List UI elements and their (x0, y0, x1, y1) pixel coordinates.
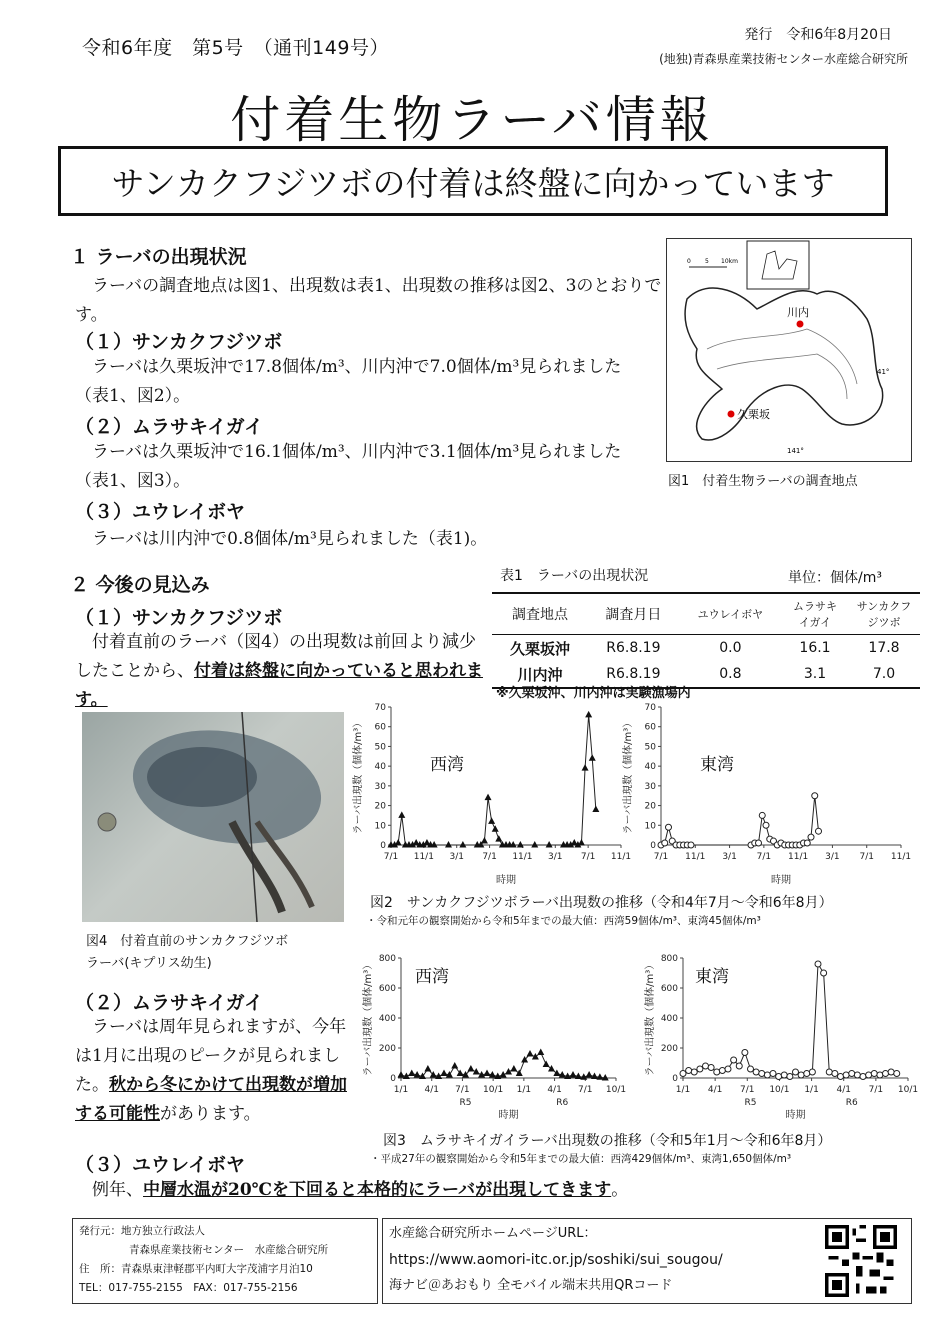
section2-sub3-text (92, 1176, 628, 1205)
section2-sub3-text-b: 中層水温が20℃を下回ると本格的にラーバが出現してきます (143, 1180, 612, 1200)
data-point (849, 1071, 855, 1077)
site-kuguriza-marker (728, 411, 735, 418)
section2-sub3-text-a: 例年、 (92, 1180, 143, 1200)
y-tick-label: 800 (660, 954, 678, 964)
data-point (742, 1050, 748, 1056)
data-point (719, 1068, 725, 1074)
footer-tel: TEL：017-755-2155 FAX：017-755-2156 (79, 1282, 298, 1294)
y-tick-label: 60 (374, 722, 386, 733)
data-point (731, 1057, 737, 1063)
data-point (871, 1071, 877, 1077)
panel-label: 西湾 (415, 967, 449, 987)
table1-cell: 3.1 (803, 666, 827, 682)
data-point (585, 711, 592, 718)
panel-label: 東湾 (695, 967, 729, 987)
data-point (546, 841, 553, 848)
data-point (793, 1069, 799, 1075)
fig3-chart-east (625, 950, 920, 1130)
headline-box (58, 146, 888, 216)
issue-number: 令和6年度 第5号 （通刊149号） (82, 37, 389, 59)
data-point (725, 1066, 731, 1072)
x-tick-label: 7/1 (756, 852, 772, 862)
fig3-chart-west (345, 950, 635, 1130)
table1-header: ユウレイボヤ (697, 608, 764, 621)
x-tick-label: 7/1 (580, 852, 596, 862)
section2-sub2-heading: （２）ムラサキイガイ (75, 992, 264, 1014)
data-point (481, 837, 488, 844)
map-scale-0: 0 (687, 258, 691, 265)
map-scale-10: 10km (721, 258, 738, 265)
data-point (759, 812, 765, 818)
data-point (495, 835, 502, 842)
data-point (395, 839, 402, 846)
data-point (764, 1072, 770, 1078)
table1-cell: 0.8 (719, 666, 742, 682)
x-tick-label: 7/1 (578, 1085, 593, 1095)
fig2-east-svg (615, 695, 915, 895)
fig3-west-svg (345, 950, 635, 1130)
table1-cell: 16.1 (799, 640, 831, 656)
table1-cell: R6.8.19 (606, 640, 661, 656)
x-tick-label: 3/1 (722, 852, 737, 862)
data-point (854, 1072, 860, 1078)
table1-cell: 7.0 (872, 666, 896, 682)
table1-title: 表1 ラーバの出現状況 (500, 568, 649, 584)
survey-map (666, 238, 912, 462)
y-tick-label: 0 (650, 841, 656, 851)
x-tick-label: 3/1 (548, 852, 563, 862)
fig2-caption: 図2 サンカクフジツボラーバ出現数の推移（令和4年7月～令和6年8月） (370, 895, 833, 911)
table1-cell: 久栗坂沖 (510, 639, 571, 658)
section1-sub1-heading: （１）サンカクフジツボ (75, 331, 283, 353)
data-point (688, 842, 694, 848)
table1-cell: 0.0 (719, 640, 742, 656)
x-tick-label: 7/1 (859, 852, 874, 862)
data-point (510, 1065, 517, 1072)
data-point (804, 1071, 810, 1077)
footer-url[interactable]: https://www.aomori-itc.or.jp/soshiki/sui_sougou/ (389, 1252, 723, 1268)
x-axis-label: 時期 (498, 1110, 519, 1121)
data-point (860, 1074, 866, 1080)
fig3-east-svg (625, 950, 920, 1130)
section2-sub2-text-a: ラーバは周年見られますが、今年は1月に出現のピークが見られました。 (75, 1017, 347, 1095)
data-point (441, 1070, 448, 1077)
x-tick-label: 7/1 (740, 1085, 755, 1095)
x-tick-label: 7/1 (383, 852, 399, 862)
table1-header: サンカクフジツボ (856, 600, 912, 629)
data-point (589, 754, 596, 761)
data-point (459, 841, 466, 848)
data-point (531, 841, 538, 848)
cypris-larva-photo (82, 712, 344, 922)
x-tick-label: 7/1 (482, 852, 497, 862)
y-tick-label: 10 (374, 821, 386, 832)
data-point (815, 961, 821, 967)
section2-sub1-text-a: 付着直前のラーバ（図4）の出現数は前回より減少したことから、 (75, 632, 476, 681)
x-tick-label: 4/1 (424, 1085, 439, 1095)
publish-date: 発行 令和6年8月20日 (744, 27, 892, 43)
y-tick-label: 200 (378, 1044, 396, 1054)
fig3-caption: 図3 ムラサキイガイラーバ出現数の推移（令和5年1月～令和6年8月） (383, 1133, 832, 1149)
data-point (492, 825, 499, 832)
y-tick-label: 0 (390, 1074, 396, 1084)
y-tick-label: 600 (378, 984, 396, 994)
qr-code[interactable] (825, 1225, 897, 1297)
data-point (808, 834, 814, 840)
series-line (391, 715, 596, 845)
data-point (485, 794, 492, 801)
x-tick-label: 7/1 (455, 1085, 470, 1095)
y-tick-label: 70 (374, 703, 386, 713)
data-point (691, 1069, 697, 1075)
year-label: R6 (845, 1098, 858, 1108)
x-tick-label: 1/1 (393, 1085, 409, 1095)
x-tick-label: 1/1 (516, 1085, 532, 1095)
series-line (661, 796, 819, 845)
data-point (582, 764, 589, 771)
x-tick-label: 4/1 (836, 1085, 851, 1095)
y-tick-label: 10 (644, 821, 656, 832)
fig2-west-svg (345, 695, 635, 895)
table1 (492, 592, 920, 689)
data-point (759, 1071, 765, 1077)
data-point (804, 840, 810, 846)
data-point (776, 1074, 782, 1080)
data-point (586, 1071, 593, 1078)
y-tick-label: 60 (644, 722, 656, 733)
data-point (398, 1071, 405, 1078)
panel-label: 東湾 (700, 755, 734, 775)
x-tick-label: 11/1 (610, 852, 632, 862)
data-point (877, 1072, 883, 1078)
table-row (492, 635, 920, 662)
x-tick-label: 11/1 (685, 852, 706, 862)
data-point (821, 970, 827, 976)
y-tick-label: 30 (644, 781, 656, 792)
data-point (826, 1069, 832, 1075)
y-axis-label: ラーバ出現数（個体/m³） (623, 717, 634, 835)
x-tick-label: 10/1 (769, 1085, 790, 1095)
data-point (816, 828, 822, 834)
bay-map-graphic (667, 239, 911, 461)
page-title: 付着生物ラーバ情報 (230, 91, 714, 149)
year-label: R5 (459, 1098, 472, 1108)
map-lat: 41° (877, 368, 890, 376)
y-tick-label: 70 (644, 703, 656, 713)
data-point (866, 1072, 872, 1078)
data-point (714, 1069, 720, 1075)
section2-sub2-text-c: があります。 (160, 1104, 261, 1124)
table1-header: ムラサキイガイ (793, 600, 837, 629)
x-tick-label: 10/1 (605, 1085, 627, 1095)
x-tick-label: 10/1 (897, 1085, 919, 1095)
data-point (578, 839, 585, 846)
data-point (398, 811, 405, 818)
data-point (781, 1072, 787, 1078)
data-point (753, 1069, 759, 1075)
data-point (748, 1066, 754, 1072)
x-tick-label: 7/1 (653, 852, 669, 862)
footer-url-label: 水産総合研究所ホームページURL： (389, 1226, 597, 1241)
x-tick-label: 11/1 (890, 852, 912, 862)
data-point (666, 824, 672, 830)
site-kawauchi-marker (797, 321, 804, 328)
y-tick-label: 40 (644, 762, 656, 773)
data-point (763, 822, 769, 828)
footer-issuer-name: 青森県産業技術センター 水産総合研究所 (129, 1244, 329, 1256)
y-tick-label: 800 (378, 954, 396, 964)
data-point (883, 1071, 889, 1077)
data-point (756, 840, 762, 846)
table1-note: ※久栗坂沖、川内沖は実験漁場内 (496, 686, 691, 701)
x-tick-label: 7/1 (868, 1085, 884, 1095)
fig2-note: ・令和元年の観察開始から令和5年までの最大値：西湾59個体/m³、東湾45個体/m³ (366, 915, 761, 927)
y-tick-label: 400 (660, 1014, 678, 1024)
section2-sub2-text (75, 1013, 357, 1129)
publisher: (地独)青森県産業技術センター水産総合研究所 (659, 52, 908, 66)
y-tick-label: 20 (644, 801, 656, 812)
table1-header: 調査月日 (605, 607, 662, 623)
section1-sub3-text: ラーバは川内沖で0.8個体/m³見られました（表1)。 (92, 529, 488, 549)
map-lon: 141° (787, 447, 804, 455)
section1-sub2-text: ラーバは久栗坂沖で16.1個体/m³、川内沖で3.1個体/m³見られました（表1、図3）。 (75, 442, 622, 491)
headline-text: サンカクフジツボの付着は終盤に向かっています (111, 163, 835, 203)
table1-cell: R6.8.19 (606, 666, 661, 682)
section2-sub1-heading: （１）サンカクフジツボ (75, 607, 283, 629)
x-tick-label: 3/1 (449, 852, 464, 862)
footer-address: 住 所：青森県東津軽郡平内町大字茂浦字月泊10 (79, 1263, 313, 1275)
data-point (488, 817, 495, 824)
section2-sub3-text-c: 。 (611, 1180, 629, 1200)
footer-issuer (72, 1218, 378, 1304)
table1-unit: 単位：個体/m³ (788, 570, 882, 586)
x-tick-label: 11/1 (512, 852, 533, 862)
data-point (527, 1050, 534, 1057)
table1-header-row (492, 594, 920, 635)
x-tick-label: 3/1 (825, 852, 840, 862)
fig3-note: ・平成27年の観察開始から令和5年までの最大値：西湾429個体/m³、東湾1,650個体/m³ (370, 1153, 792, 1165)
y-axis-label: ラーバ出現数（個体/m³） (363, 959, 374, 1077)
map-scale-5: 5 (705, 258, 709, 265)
y-tick-label: 0 (672, 1074, 678, 1084)
table1-header: 調査地点 (512, 607, 569, 623)
y-tick-label: 20 (374, 801, 386, 812)
fig2-chart-west (345, 695, 635, 895)
data-point (537, 1049, 544, 1056)
x-tick-label: 1/1 (804, 1085, 819, 1095)
data-point (592, 806, 599, 813)
section1-sub2-heading: （２）ムラサキイガイ (75, 416, 264, 438)
data-point (736, 1063, 742, 1069)
data-point (888, 1069, 894, 1075)
data-point (408, 1070, 415, 1077)
data-point (832, 1071, 838, 1077)
data-point (798, 1072, 804, 1078)
table1-cell: 川内沖 (517, 665, 563, 684)
x-tick-label: 4/1 (707, 1085, 723, 1095)
map-site1-label: 川内 (787, 306, 809, 319)
data-point (662, 840, 668, 846)
data-point (424, 1065, 431, 1072)
section1-intro: ラーバの調査地点は図1、出現数は表1、出現数の推移は図2、3のとおりです。 (75, 276, 662, 325)
data-point (697, 1066, 703, 1072)
photo-caption-line1: 図4 付着直前のサンカクフジツボ (86, 934, 289, 949)
y-axis-label: ラーバ出現数（個体/m³） (645, 959, 656, 1077)
footer-qr-note: 海ナビ＠あおもり 全モバイル端末共用QRコード (389, 1278, 673, 1293)
section1-heading: １ ラーバの出現状況 (70, 246, 247, 268)
data-point (484, 1070, 491, 1077)
data-point (467, 1065, 474, 1072)
table1-cell: 17.8 (868, 640, 900, 656)
data-point (812, 793, 818, 799)
x-axis-label: 時期 (496, 875, 516, 886)
section1-sub3-heading: （３）ユウレイボヤ (75, 501, 246, 523)
data-point (543, 1061, 550, 1068)
section2-sub3-heading: （３）ユウレイボヤ (75, 1154, 246, 1176)
section1-sub1-text: ラーバは久栗坂沖で17.8個体/m³、川内沖で7.0個体/m³見られました（表1、図2）。 (75, 357, 622, 406)
photo-caption-line2: ラーバ(キプリス幼生) (86, 956, 212, 971)
data-point (703, 1063, 709, 1069)
y-tick-label: 30 (374, 781, 386, 792)
data-point (708, 1065, 714, 1071)
y-tick-label: 0 (380, 841, 386, 851)
x-tick-label: 10/1 (483, 1085, 504, 1095)
x-tick-label: 11/1 (413, 852, 434, 862)
data-point (838, 1074, 844, 1080)
section2-heading: ２ 今後の見込み (70, 574, 210, 596)
x-tick-label: 4/1 (547, 1085, 562, 1095)
map-site2-label: 久栗坂 (737, 408, 770, 421)
data-point (445, 841, 452, 848)
data-point (570, 1071, 577, 1078)
section2-sub1-text-b: 付着は終盤に向かっていると思われます。 (75, 661, 483, 710)
data-point (517, 841, 524, 848)
y-tick-label: 50 (374, 742, 386, 753)
y-axis-label: ラーバ出現数（個体/m³） (353, 717, 364, 835)
data-point (809, 1069, 815, 1075)
year-label: R6 (556, 1098, 569, 1108)
x-axis-label: 時期 (771, 875, 791, 886)
y-tick-label: 50 (644, 742, 656, 753)
data-point (894, 1071, 900, 1077)
x-axis-label: 時期 (785, 1110, 806, 1121)
x-tick-label: 1/1 (675, 1085, 691, 1095)
fig2-chart-east (615, 695, 915, 895)
panel-label: 西湾 (430, 755, 464, 775)
data-point (787, 1074, 793, 1080)
footer-issuer-label: 発行元：地方独立行政法人 (79, 1225, 205, 1237)
x-tick-label: 11/1 (788, 852, 809, 862)
y-tick-label: 400 (378, 1014, 396, 1024)
y-tick-label: 40 (374, 762, 386, 773)
y-tick-label: 600 (660, 984, 678, 994)
data-point (451, 1062, 458, 1069)
data-point (686, 1068, 692, 1074)
section2-sub2-text-b: 秋から冬にかけて出現数が増加する可能性 (75, 1075, 347, 1124)
qr-code-graphic (825, 1225, 897, 1297)
data-point (843, 1072, 849, 1078)
data-point (770, 1071, 776, 1077)
year-label: R5 (744, 1098, 757, 1108)
data-point (680, 1071, 686, 1077)
cypris-larva-graphic (82, 712, 344, 922)
map-caption: 図1 付着生物ラーバの調査地点 (668, 474, 858, 489)
y-tick-label: 200 (660, 1044, 678, 1054)
